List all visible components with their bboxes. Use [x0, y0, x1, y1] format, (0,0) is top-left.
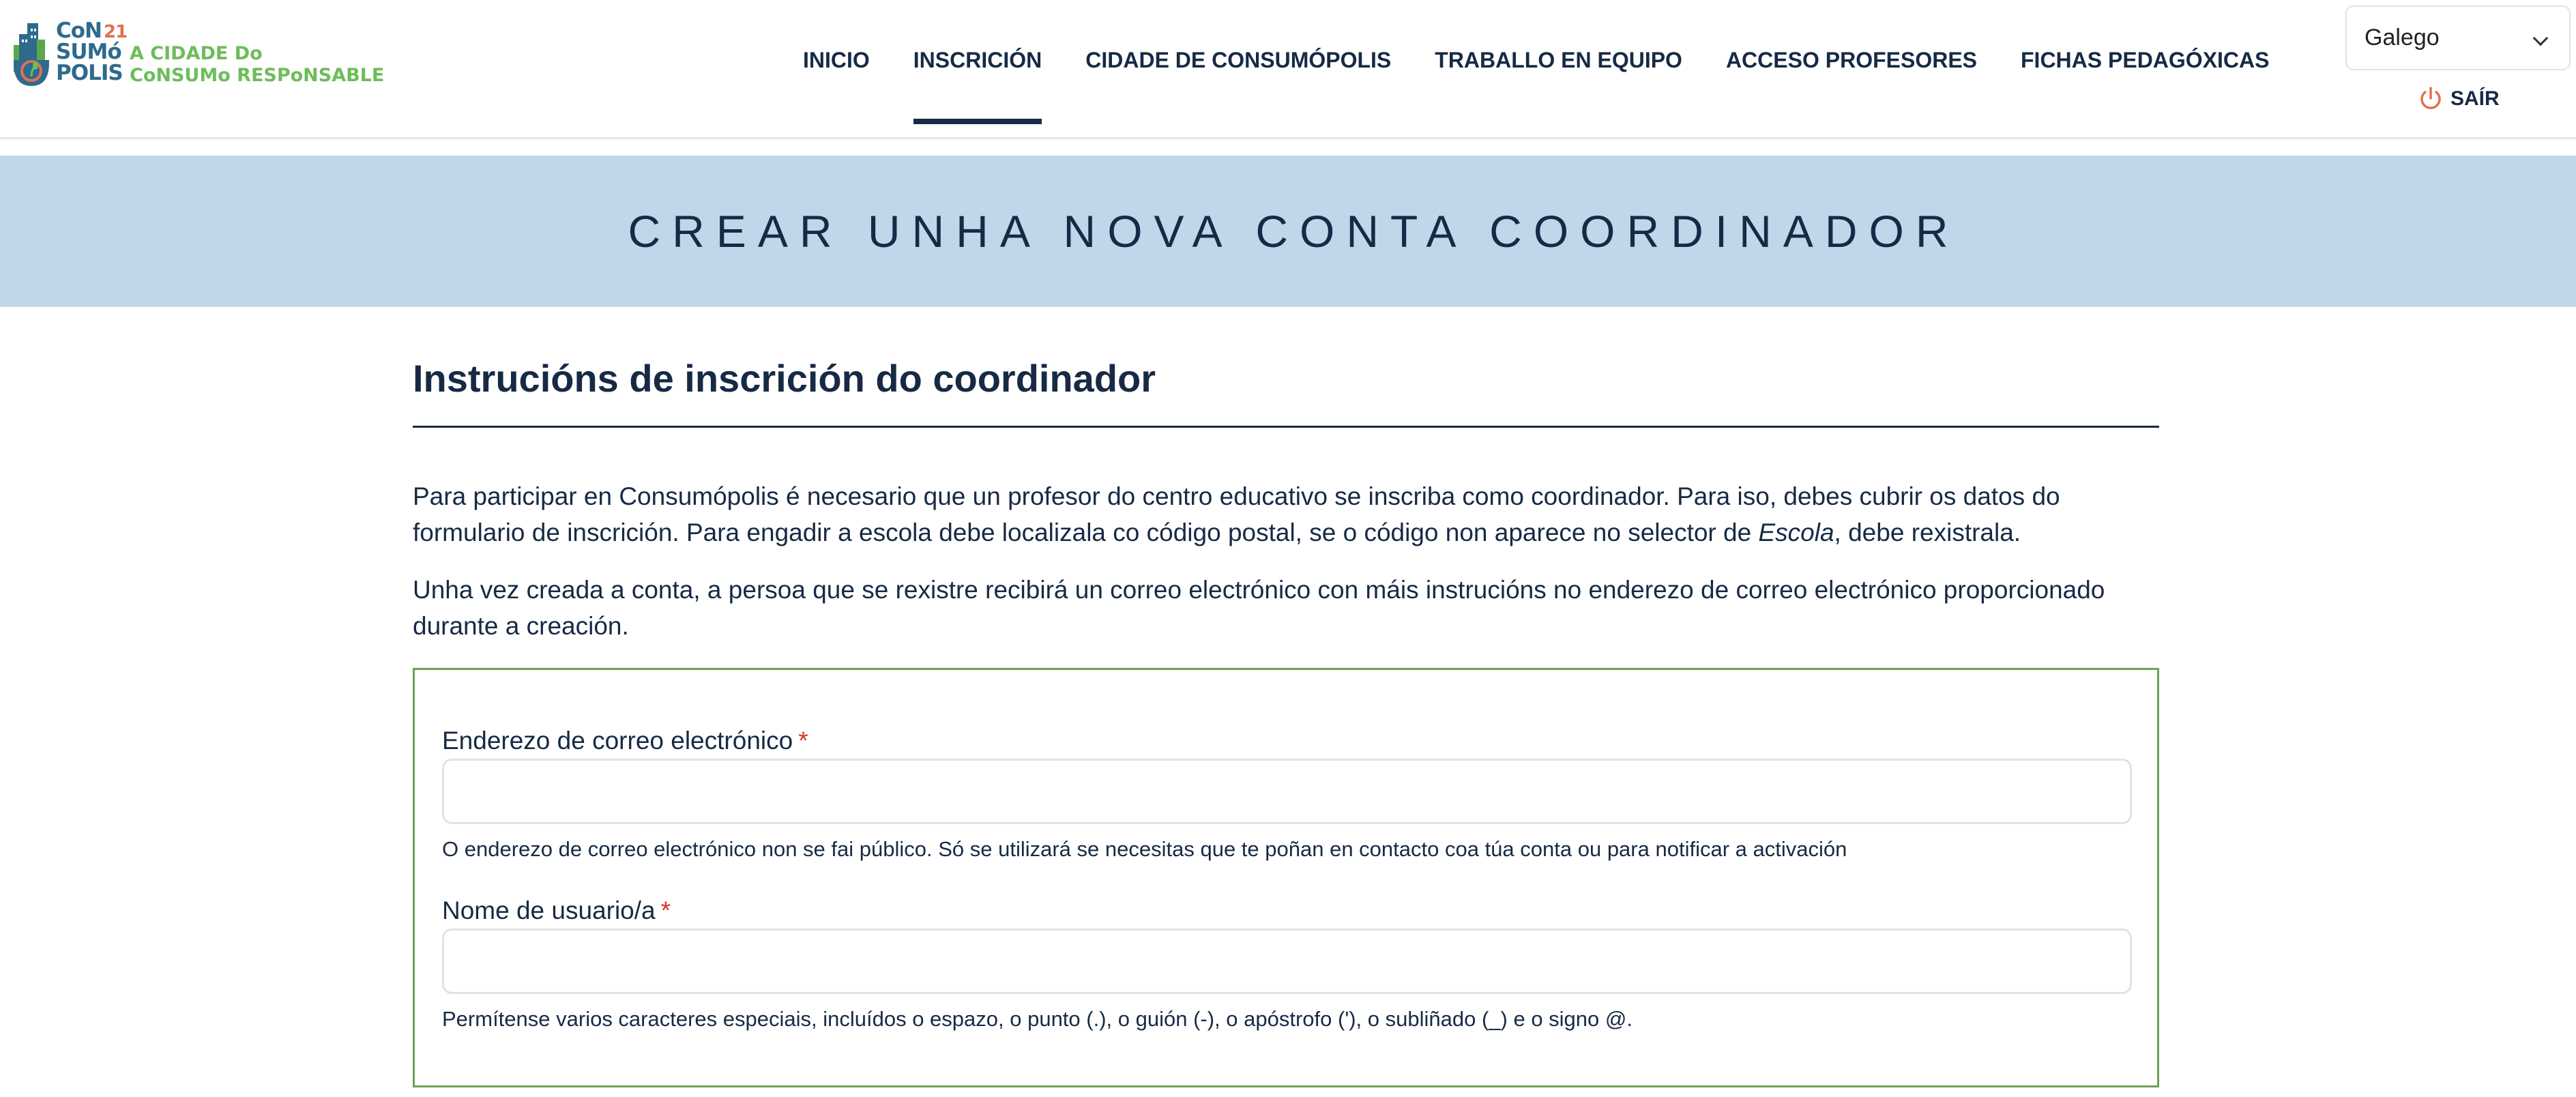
- power-icon: [2419, 86, 2442, 112]
- email-help-text: O enderezo de correo electrónico non se fai público. Só se utilizará se necesitas que te poñan en contacto coa túa conta ou para notificar a activación: [442, 837, 1847, 861]
- username-input[interactable]: [442, 928, 2132, 994]
- page-title: CREAR UNHA NOVA CONTA COORDINADOR: [628, 206, 1960, 257]
- logo-line-2: SUMó: [56, 40, 121, 64]
- email-label: [442, 726, 2132, 756]
- logo-wordmark: [56, 18, 128, 85]
- username-label: [442, 896, 2132, 926]
- site-logo[interactable]: [12, 20, 394, 89]
- tagline-line-2: CoNSUMo RESPoNSABLE: [130, 65, 385, 86]
- email-field-group: [442, 726, 2132, 863]
- chevron-down-icon: [2533, 31, 2549, 46]
- intro-paragraph-2: Unha vez creada a conta, a persoa que se rexistre recibirá un correo electrónico con máis instrucións no enderezo de correo electrónico proporcionado durante a creación.: [413, 576, 2105, 640]
- intro-paragraph-1: [413, 478, 2159, 551]
- username-field-group: [442, 896, 2132, 1033]
- email-label-text: Enderezo de correo electrónico: [442, 727, 793, 755]
- email-input[interactable]: [442, 759, 2132, 824]
- username-label-text: Nome de usuario/a: [442, 896, 656, 924]
- registration-form: [413, 668, 2159, 1087]
- section-divider: [413, 426, 2159, 428]
- intro-text: [413, 478, 2159, 644]
- logout-button[interactable]: [2419, 86, 2500, 112]
- language-select[interactable]: [2345, 5, 2571, 70]
- intro-p1-text: Para participar en Consumópolis é necesario que un profesor do centro educativo se inscriba como coordinador. Para iso, debes cubrir os datos do formulario de inscrición. Para engadir a escola debe localizala co código postal, se o código non aparece no selector de: [413, 482, 2060, 546]
- section-title: Instrucións de inscrición do coordinador: [413, 357, 1156, 400]
- nav-item-traballo[interactable]: TRABALLO EN EQUIPO: [1435, 48, 1682, 72]
- nav-item-acceso-profesores[interactable]: ACCESO PROFESORES: [1725, 48, 1977, 72]
- logo-line-1: CoN: [56, 18, 102, 43]
- page-banner: [0, 156, 2576, 307]
- username-help-text: Permítense varios caracteres especiais, incluídos o espazo, o punto (.), o guión (-), o apóstrofo ('), o subliñado (_) e o signo @.: [442, 1007, 1633, 1031]
- site-header: [0, 0, 2576, 139]
- nav-item-inscricion[interactable]: INSCRICIÓN: [913, 48, 1042, 72]
- nav-item-cidade[interactable]: CIDADE DE CONSUMÓPOLIS: [1085, 48, 1392, 72]
- city-hand-logo-icon: [12, 22, 52, 87]
- logout-label: SAÍR: [2450, 87, 2500, 110]
- logo-number: 21: [104, 22, 128, 42]
- nav-item-fichas[interactable]: FICHAS PEDAGÓXICAS: [2021, 48, 2270, 72]
- language-selected-value: Galego: [2365, 25, 2440, 50]
- logo-line-3: POLIS: [56, 61, 123, 85]
- main-content: [413, 341, 2159, 1031]
- nav-item-inicio[interactable]: INICIO: [803, 48, 870, 72]
- main-nav: [803, 46, 2313, 74]
- required-mark: *: [798, 727, 808, 755]
- required-mark: *: [660, 896, 671, 924]
- tagline-line-1: A CIDADE Do: [130, 43, 263, 64]
- logo-tagline: [130, 43, 384, 87]
- intro-p1-emphasis: Escola: [1758, 518, 1834, 546]
- intro-p1-text-end: , debe rexistrala.: [1834, 518, 2021, 546]
